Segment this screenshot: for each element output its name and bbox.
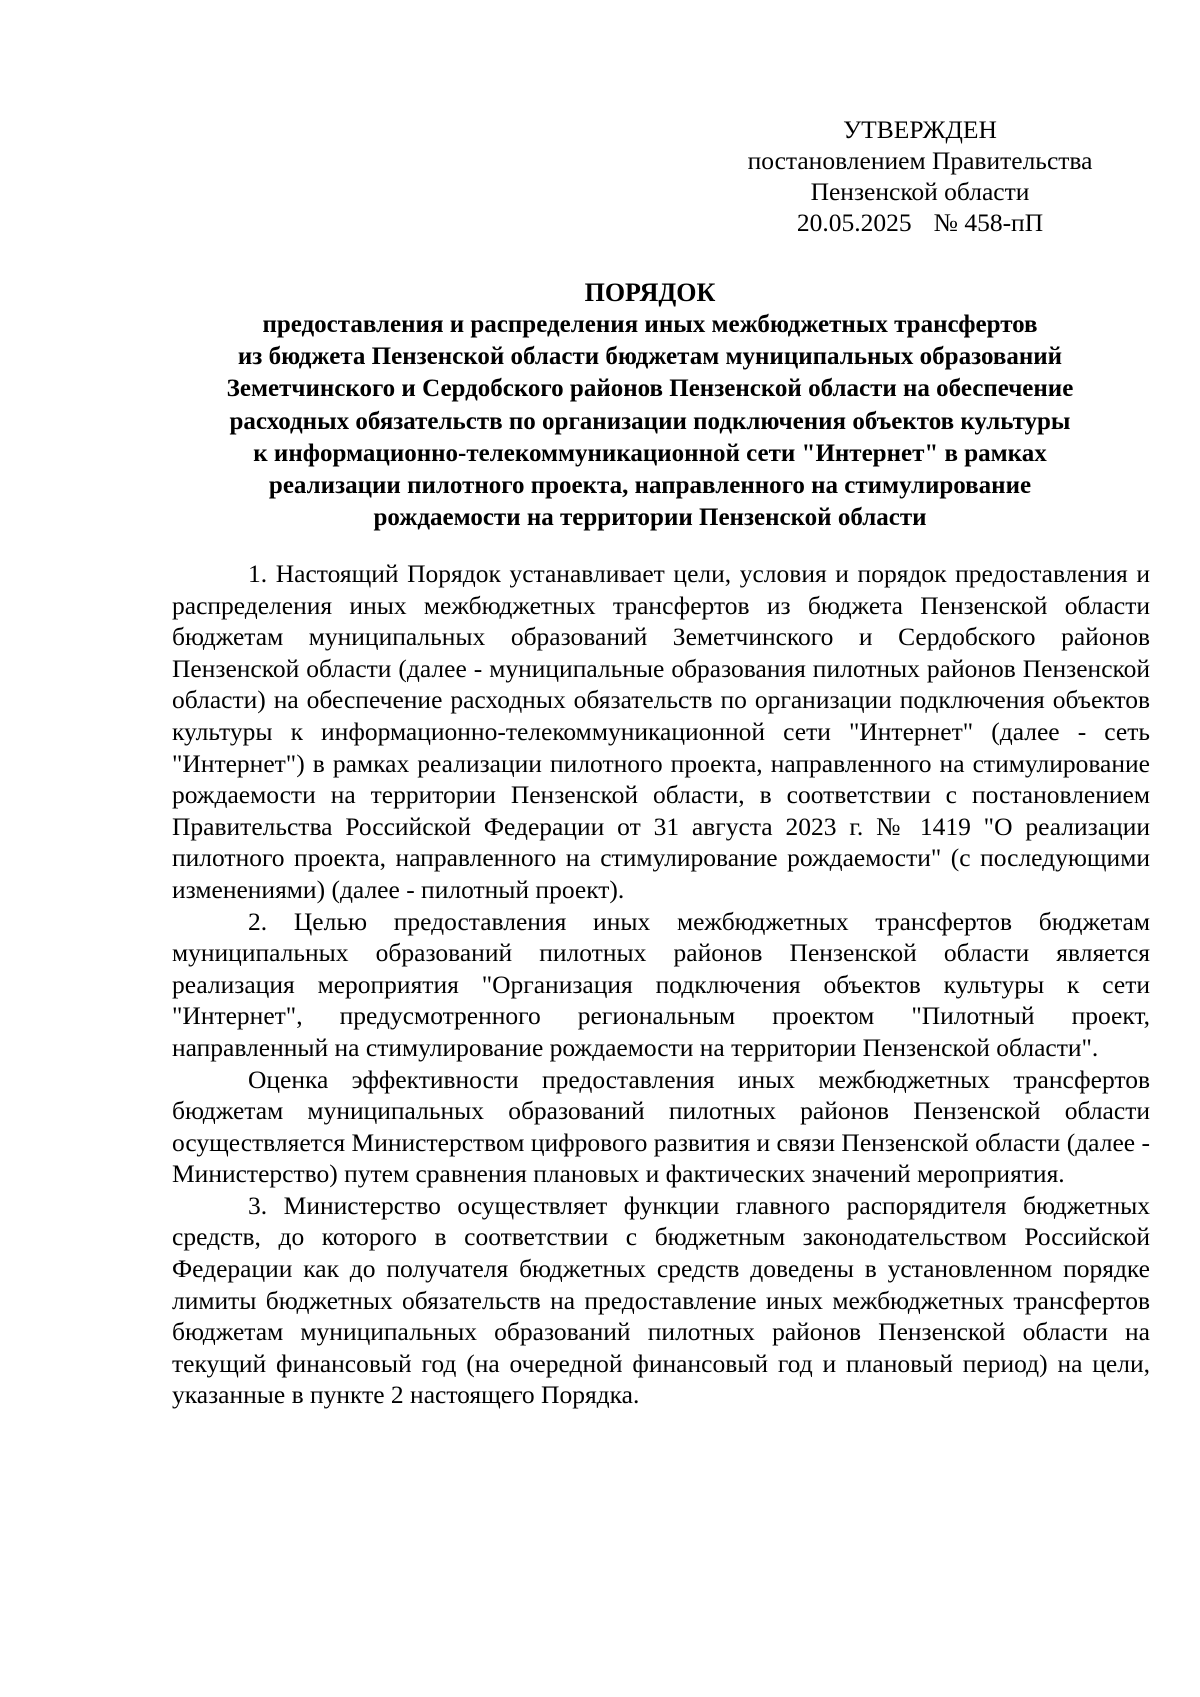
subtitle-line: предоставления и распределения иных межбюджетных трансфертов <box>262 311 1038 338</box>
subtitle-line: Земетчинского и Сердобского районов Пензенской области на обеспечение <box>226 375 1074 403</box>
subtitle-line: к информационно-телекоммуникационной сети "Интернет" в рамках <box>253 439 1047 467</box>
approval-stamp <box>720 114 1120 238</box>
approval-number: № 458-пП <box>933 208 1044 237</box>
subtitle-line: из бюджета Пензенской области бюджетам муниципальных образований <box>237 343 1063 371</box>
document-subtitle <box>120 309 1180 534</box>
document-title-block <box>120 276 1180 534</box>
paragraph-2-assessment: Оценка эффективности предоставления иных межбюджетных трансфертов бюджетам муниципальных образований пилотных районов Пензенской области осуществляется Министерством цифрового развития и связи Пензенской области (далее - Министерство) путем сравнения плановых и фактических значений мероприятия. <box>172 1064 1150 1189</box>
subtitle-line: расходных обязательств по организации подключения объектов культуры <box>229 407 1071 435</box>
approval-status: УТВЕРЖДЕН <box>843 115 997 144</box>
paragraph-1: 1. Настоящий Порядок устанавливает цели, условия и порядок предоставления и распределения иных межбюджетных трансфертов из бюджета Пензенской области бюджетам муниципальных образований Земетчинского и Сердобского районов Пензенской области (далее - муниципальные образования пилотных районов Пензенской области) на обеспечение расходных обязательств по организации подключения объектов культуры к информационно-телекоммуникационной сети "Интернет" (далее - сеть "Интернет") в рамках реализации пилотного проекта, направленного на стимулирование рождаемости на территории Пензенской области, в соответствии с постановлением Правительства Российской Федерации от 31 августа 2023 г. № 1419 "О реализации пилотного проекта, направленного на стимулирование рождаемости" (с последующими изменениями) (далее - пилотный проект). <box>172 559 1150 904</box>
approval-region: Пензенской области <box>810 177 1030 206</box>
document-body <box>172 558 1150 1411</box>
paragraph-2: 2. Целью предоставления иных межбюджетных трансфертов бюджетам муниципальных образований пилотных районов Пензенской области является реализация мероприятия "Организация подключения объектов культуры к сети "Интернет", предусмотренного региональным проектом "Пилотный проект, направленный на стимулирование рождаемости на территории Пензенской области". <box>172 906 1150 1062</box>
subtitle-line: рождаемости на территории Пензенской области <box>373 504 927 532</box>
approval-authority: постановлением Правительства <box>747 146 1093 175</box>
approval-date: 20.05.2025 <box>796 208 912 237</box>
paragraph-3: 3. Министерство осуществляет функции главного распорядителя бюджетных средств, до которого в соответствии с бюджетным законодательством Российской Федерации как до получателя бюджетных средств доведены в установленном порядке лимиты бюджетных обязательств на предоставление иных межбюджетных трансфертов бюджетам муниципальных образований пилотных районов Пензенской области на текущий финансовый год (на очередной финансовый год и плановый период) на цели, указанные в пункте 2 настоящего Порядка. <box>172 1190 1150 1410</box>
document-title: ПОРЯДОК <box>584 278 716 307</box>
subtitle-line: реализации пилотного проекта, направленного на стимулирование <box>268 472 1032 500</box>
approval-date-number <box>720 207 1120 238</box>
